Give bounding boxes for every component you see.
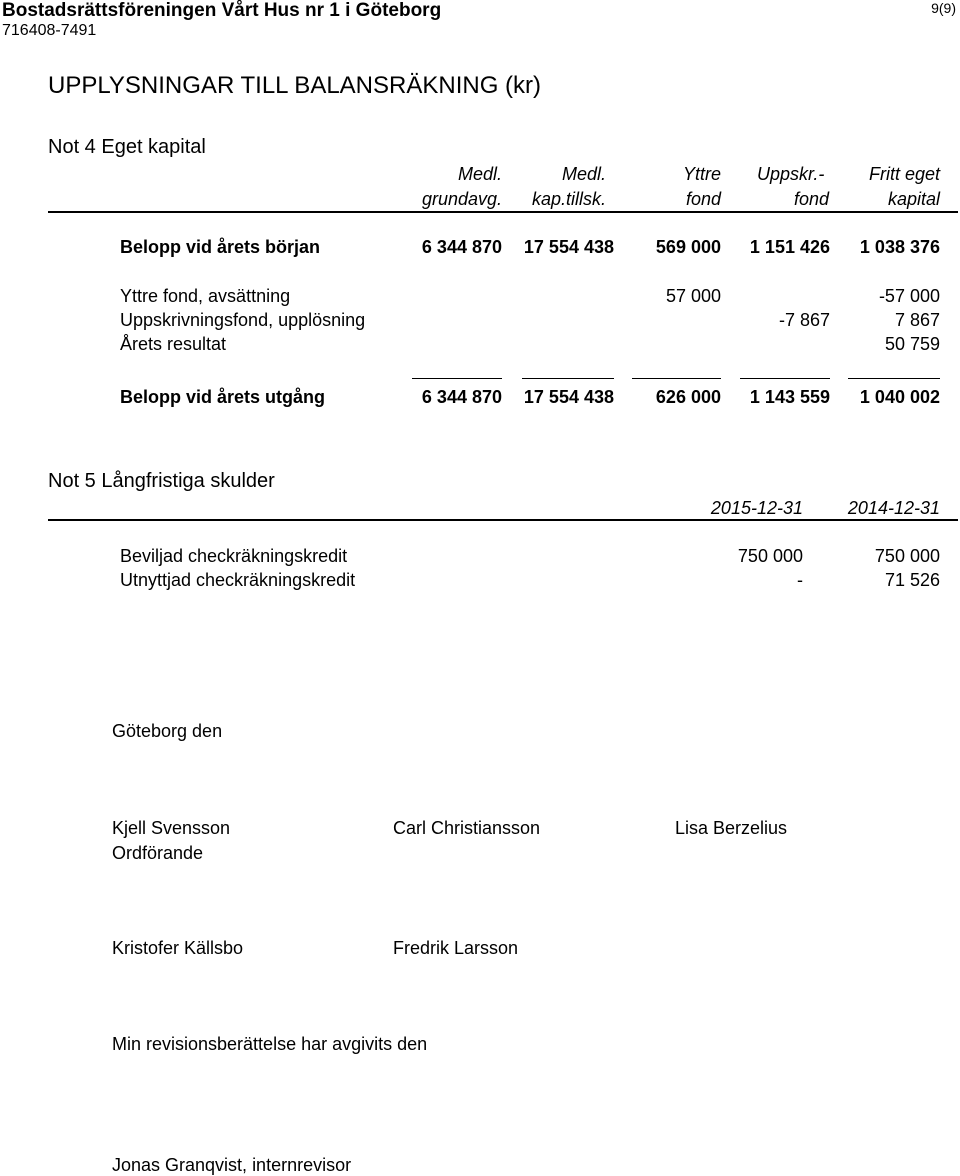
column-header-fritt-eget-kapital: Fritt eget kapital xyxy=(868,164,940,209)
note-4-header-rule xyxy=(48,211,958,213)
signer-5-name: Fredrik Larsson xyxy=(393,938,519,958)
page-number: 9(9) xyxy=(931,0,956,16)
signer-4-name: Kristofer Källsbo xyxy=(112,938,244,958)
note-5-title: Not 5 Långfristiga skulder xyxy=(48,470,275,492)
column-header-kaptillsk: Medl. kap.tillsk. xyxy=(531,164,606,209)
signer-3-name: Lisa Berzelius xyxy=(675,818,788,838)
sum-line-fritt-eget xyxy=(848,378,940,379)
signer-1-name: Kjell Svensson xyxy=(112,818,231,838)
page-title: UPPLYSNINGAR TILL BALANSRÄKNING (kr) xyxy=(48,72,542,99)
column-header-2014: 2014-12-31 xyxy=(847,498,940,518)
organization-name: Bostadsrättsföreningen Vårt Hus nr 1 i Göteborg xyxy=(2,0,442,21)
column-header-yttre-fond: Yttre fond xyxy=(682,164,721,209)
signature-place: Göteborg den xyxy=(112,721,223,741)
auditor-name: Jonas Granqvist, internrevisor xyxy=(112,1155,352,1175)
note-4-title: Not 4 Eget kapital xyxy=(48,136,206,158)
signer-1-role: Ordförande xyxy=(112,843,204,863)
column-header-uppskr-fond: Uppskr.- fond xyxy=(757,164,829,209)
sum-line-kaptillsk xyxy=(522,378,614,379)
organization-number: 716408-7491 xyxy=(2,22,97,39)
auditor-statement: Min revisionsberättelse har avgivits den xyxy=(112,1034,428,1054)
sum-line-grundavg xyxy=(412,378,502,379)
column-header-2015: 2015-12-31 xyxy=(710,498,803,518)
note-5-header-rule xyxy=(48,519,958,521)
sum-line-uppskr-fond xyxy=(740,378,830,379)
sum-line-yttre-fond xyxy=(632,378,721,379)
signer-2-name: Carl Christiansson xyxy=(393,818,541,838)
column-header-grundavg: Medl. grundavg. xyxy=(421,164,502,209)
